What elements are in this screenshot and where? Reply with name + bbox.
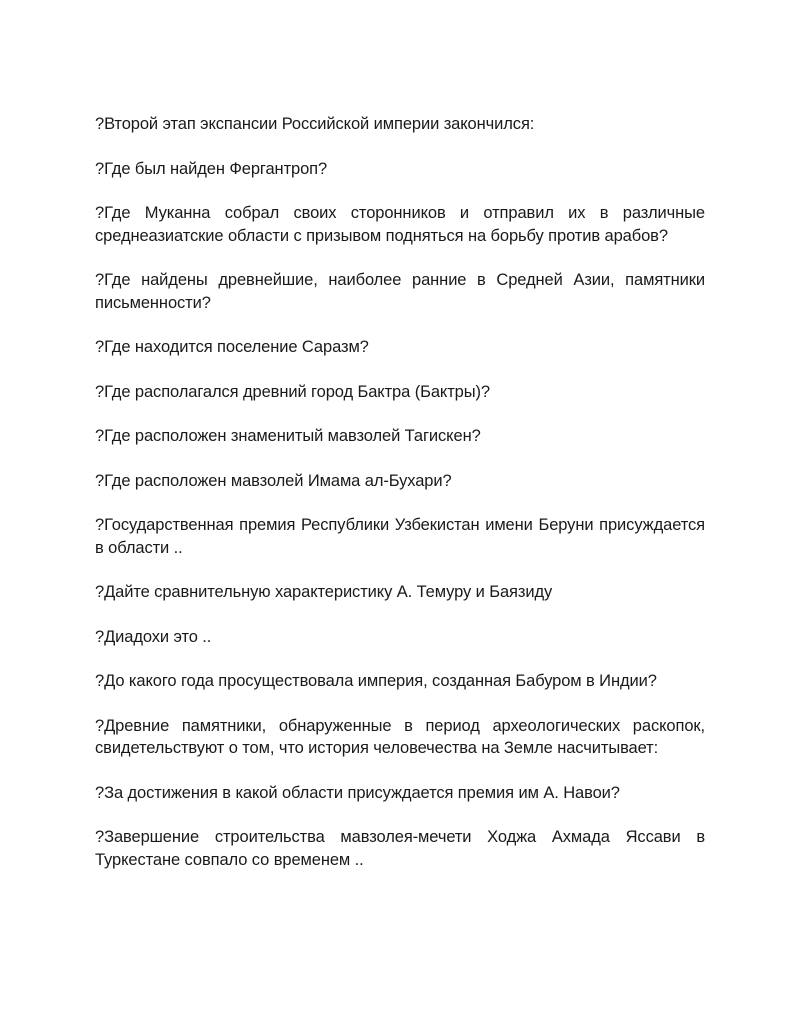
question-item: ?Диадохи это .. [95,627,212,646]
question-item: ?Где располагался древний город Бактра (Бактры)? [95,382,490,401]
question-item: ?Где расположен мавзолей Имама ал-Бухари? [95,471,452,490]
question-item: ?Завершение строительства мавзолея-мечети Ходжа Ахмада Яссави в Туркестане совпало со временем .. [95,828,705,869]
question-item: ?Где был найден Фергантроп? [95,159,328,178]
question-item: ?До какого года просуществовала империя, созданная Бабуром в Индии? [95,672,657,690]
question-item: ?За достижения в какой области присуждается премия им А. Навои? [95,783,620,802]
question-item: ?Где Муканна собрал своих сторонников и отправил их в различные среднеазиатские области с призывом подняться на борьбу против арабов? [95,204,705,245]
question-list [95,113,705,893]
question-item: ?Где находится поселение Саразм? [95,338,369,356]
question-item: ?Второй этап экспансии Российской империи закончился: [95,115,535,133]
question-item: ?Где найдены древнейшие, наиболее ранние в Средней Азии, памятники письменности? [95,271,705,312]
question-item: ?Государственная премия Республики Узбекистан имени Беруни присуждается в области .. [95,516,705,557]
question-item: ?Где расположен знаменитый мавзолей Тагискен? [95,427,481,445]
question-item: ?Древние памятники, обнаруженные в период археологических раскопок, свидетельствуют о том, что история человечества на Земле насчитывает: [95,716,705,757]
question-item: ?Дайте сравнительную характеристику А. Темуру и Баязиду [95,583,553,601]
